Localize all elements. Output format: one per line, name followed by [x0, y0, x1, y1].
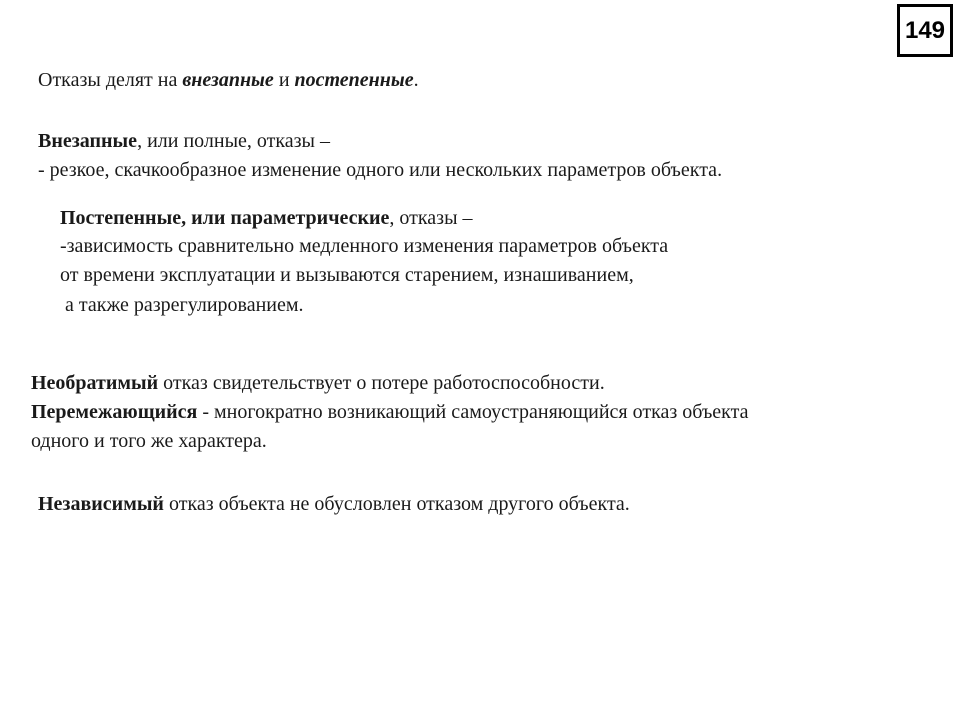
gradual-heading [60, 205, 473, 231]
sudden-rest: , или полные, отказы – [137, 130, 330, 152]
intermittent-term: Перемежающийся [31, 401, 198, 423]
independent-line [38, 491, 630, 517]
sudden-description: - резкое, скачкообразное изменение одного или нескольких параметров объекта. [38, 159, 723, 181]
intro-term-gradual: постепенные [294, 69, 414, 91]
page-number: 149 [897, 4, 953, 57]
intro-line [38, 67, 419, 93]
sudden-term: Внезапные [38, 130, 138, 152]
intro-term-sudden: внезапные [182, 69, 274, 91]
gradual-term: Постепенные, или параметрические [60, 207, 390, 229]
irreversible-line [31, 370, 605, 396]
irreversible-rest: отказ свидетельствует о потере работоспособности. [158, 372, 605, 394]
irreversible-term: Необратимый [31, 372, 159, 394]
sudden-heading [38, 128, 330, 154]
intro-prefix: Отказы делят на [38, 69, 183, 91]
gradual-line-1: -зависимость сравнительно медленного изменения параметров объекта [60, 235, 669, 257]
intermittent-rest: - многократно возникающий самоустраняющийся отказ объекта [197, 401, 749, 423]
gradual-line-2: от времени эксплуатации и вызываются старением, изнашиванием, [60, 264, 634, 286]
gradual-line-3: а также разрегулированием. [60, 294, 304, 316]
intermittent-line [31, 399, 749, 425]
independent-rest: отказ объекта не обусловлен отказом другого объекта. [163, 493, 630, 515]
independent-term: Независимый [38, 493, 164, 515]
gradual-rest: , отказы – [389, 207, 473, 229]
intermittent-line-2: одного и того же характера. [31, 430, 267, 452]
intro-suffix: . [413, 69, 419, 91]
intro-middle: и [273, 69, 295, 91]
